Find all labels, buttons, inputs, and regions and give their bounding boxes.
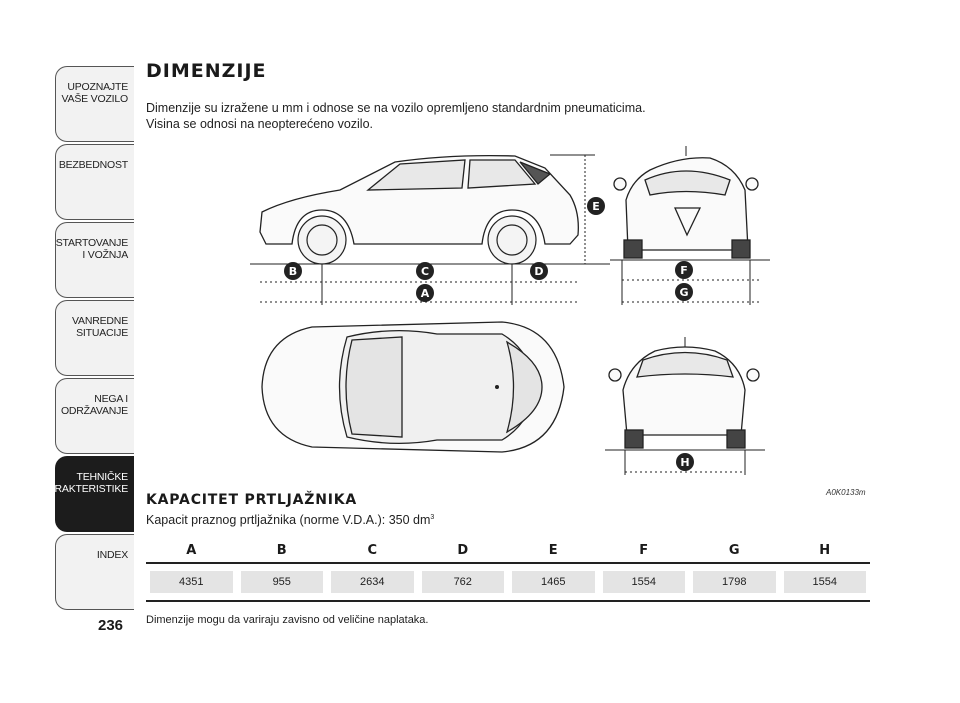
page-title: DIMENZIJE (146, 60, 267, 82)
dimensions-table (146, 540, 870, 602)
header-B: B (276, 543, 287, 558)
header-G: G (728, 543, 740, 558)
header-D: D (457, 543, 469, 558)
svg-text:A: A (420, 287, 430, 300)
figure-code: A0K0133m (826, 488, 866, 497)
section-tabs (40, 66, 134, 612)
header-C: C (367, 543, 378, 558)
dim-label-E (587, 197, 605, 215)
value-H: 1554 (780, 571, 871, 593)
tab-nega[interactable] (55, 378, 134, 454)
car-rear-view (605, 335, 765, 480)
svg-text:B: B (288, 265, 298, 278)
tab-label: UPOZNAJTE VAŠE VOZILO (61, 81, 128, 105)
svg-text:F: F (680, 264, 688, 277)
tab-label: STARTOVANJE I VOŽNJA (55, 237, 128, 261)
tab-label: VANREDNE SITUACIJE (72, 315, 128, 339)
value-E: 1465 (508, 571, 599, 593)
svg-text:E: E (592, 200, 600, 213)
footnote: Dimenzije mogu da variraju zavisno od veličine naplataka. (146, 614, 429, 626)
svg-text:D: D (534, 265, 544, 278)
tab-startovanje[interactable] (55, 222, 134, 298)
intro-line-1: Dimenzije su izražene u mm i odnose se na vozilo opremljeno standardnim pneumaticima. (146, 101, 646, 115)
value-D: 762 (418, 571, 509, 593)
header-H: H (819, 543, 831, 558)
tab-bezbednost[interactable] (55, 144, 134, 220)
svg-text:H: H (680, 456, 690, 469)
trunk-text: Kapacit praznog prtljažnika (norme V.D.A.): 350 dm (146, 513, 431, 527)
page-number: 236 (98, 617, 124, 634)
trunk-unit-sup: 3 (430, 513, 435, 521)
value-B: 955 (237, 571, 328, 593)
dim-label-F (675, 261, 693, 279)
svg-text:G: G (679, 286, 689, 299)
table-value-row (146, 562, 870, 602)
intro-text (146, 100, 646, 132)
dim-label-A (416, 284, 434, 302)
car-top-view (252, 312, 572, 462)
tab-label: BEZBEDNOST (58, 159, 128, 171)
value-F: 1554 (599, 571, 690, 593)
dim-label-C (416, 262, 434, 280)
tab-index[interactable] (55, 534, 134, 610)
dim-label-H (676, 453, 694, 471)
tab-label: TEHNIČKE KARAKTERISTIKE (40, 471, 128, 495)
dim-label-D (530, 262, 548, 280)
tab-vanredne[interactable] (55, 300, 134, 376)
header-A: A (186, 543, 197, 558)
tab-tehnicke[interactable] (40, 456, 134, 532)
value-C: 2634 (327, 571, 418, 593)
car-front-view (610, 140, 770, 310)
value-G: 1798 (689, 571, 780, 593)
intro-line-2: Visina se odnosi na neopterećeno vozilo. (146, 117, 374, 131)
tab-label: NEGA I ODRŽAVANJE (60, 393, 128, 417)
tab-upoznajte[interactable] (55, 66, 134, 142)
header-F: F (639, 543, 649, 558)
header-E: E (548, 543, 558, 558)
table-header-row (146, 540, 870, 562)
dim-label-B (284, 262, 302, 280)
trunk-title: KAPACITET PRTLJAŽNIKA (146, 492, 358, 508)
svg-text:C: C (420, 265, 430, 278)
car-side-view (250, 140, 610, 310)
dim-label-G (675, 283, 693, 301)
trunk-capacity (146, 513, 434, 527)
tab-label: INDEX (96, 549, 128, 561)
value-A: 4351 (146, 571, 237, 593)
